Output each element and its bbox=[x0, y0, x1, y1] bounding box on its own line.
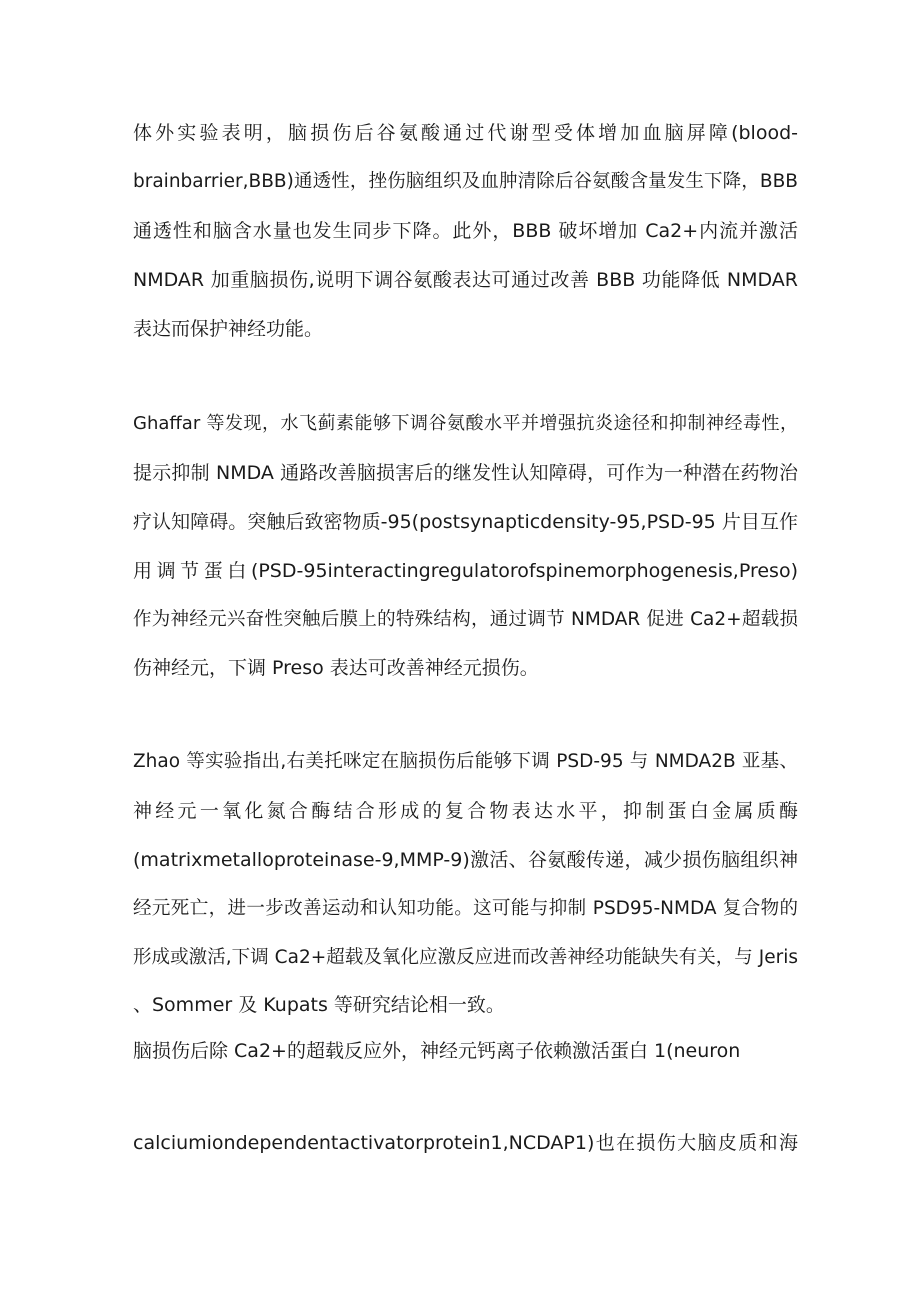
text-line: 、Sommer 及 Kupats 等研究结论相一致。 bbox=[133, 994, 505, 1016]
text-line: Ghaffar 等发现，水飞蓟素能够下调谷氨酸水平并增强抗炎途径和抑制神经毒性， bbox=[133, 413, 798, 434]
text-line: 脑损伤后除 Ca2+的超载反应外，神经元钙离子依赖激活蛋白 1(neuron bbox=[133, 1040, 741, 1062]
text-line: 神经元一氧化氮合酶结合形成的复合物表达水平，抑制蛋白金属质酶 bbox=[133, 800, 798, 822]
text-line: calciumiondependentactivatorprotein1,NCDAP1)也在损伤大脑皮质和海 bbox=[133, 1132, 798, 1154]
text-line: 伤神经元，下调 Preso 表达可改善神经元损伤。 bbox=[133, 657, 539, 679]
text-line: 体外实验表明，脑损伤后谷氨酸通过代谢型受体增加血脑屏障(blood- bbox=[133, 122, 798, 144]
text-line: brainbarrier,BBB)通透性，挫伤脑组织及血肿清除后谷氨酸含量发生下降，BBB bbox=[133, 171, 798, 192]
text-line: 疗认知障碍。突触后致密物质-95(postsynapticdensity-95,PSD-95 片目互作 bbox=[133, 511, 798, 533]
text-line: NMDAR 加重脑损伤,说明下调谷氨酸表达可通过改善 BBB 功能降低 NMDAR bbox=[133, 269, 798, 291]
text-line: Zhao 等实验指出,右美托咪定在脑损伤后能够下调 PSD-95 与 NMDA2B 亚基、 bbox=[133, 751, 798, 772]
text-line: 形成或激活,下调 Ca2+超载及氧化应激反应进而改善神经功能缺失有关，与 Jeris bbox=[133, 947, 798, 968]
text-line: 作为神经元兴奋性突触后膜上的特殊结构，通过调节 NMDAR 促进 Ca2+超载损 bbox=[133, 609, 798, 630]
text-line: 用调节蛋白(PSD-95interactingregulatorofspinemorphogenesis,Preso) bbox=[133, 560, 798, 582]
text-line: (matrixmetalloproteinase-9,MMP-9)激活、谷氨酸传递，减少损伤脑组织神 bbox=[133, 849, 798, 871]
text-line: 表达而保护神经功能。 bbox=[133, 318, 324, 340]
text-line: 经元死亡，进一步改善运动和认知功能。这可能与抑制 PSD95-NMDA 复合物的 bbox=[133, 898, 798, 919]
text-line: 提示抑制 NMDA 通路改善脑损害后的继发性认知障碍，可作为一种潜在药物治 bbox=[133, 462, 798, 484]
text-line: 通透性和脑含水量也发生同步下降。此外，BBB 破坏增加 Ca2+内流并激活 bbox=[133, 220, 798, 242]
